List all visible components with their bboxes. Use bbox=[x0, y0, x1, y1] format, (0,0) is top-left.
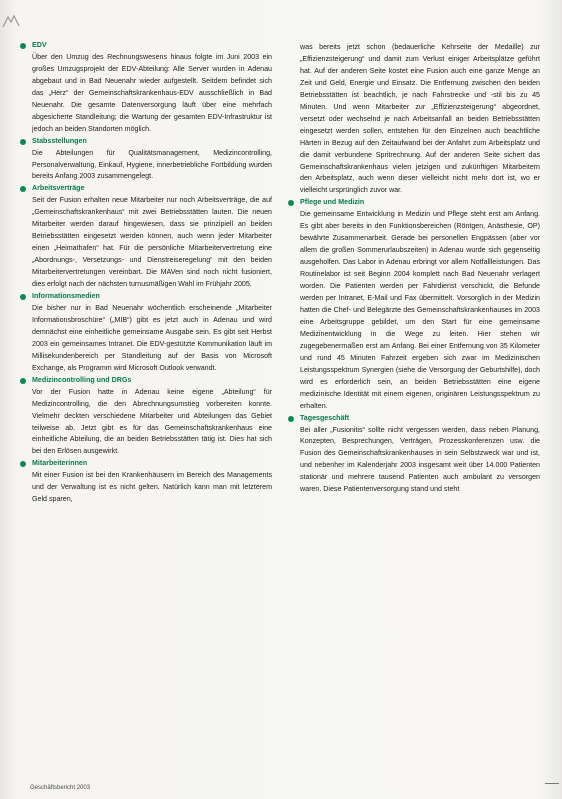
section-heading bbox=[20, 291, 272, 303]
section-stabsstellungen bbox=[32, 136, 272, 184]
bullet-icon bbox=[20, 378, 26, 384]
bullet-icon bbox=[288, 200, 294, 206]
right-column bbox=[300, 42, 540, 496]
section-heading bbox=[20, 40, 272, 52]
section-tagesgeschaeft bbox=[300, 413, 540, 497]
section-informationsmedien bbox=[32, 291, 272, 375]
section-heading-text: Medizincontrolling und DRGs bbox=[32, 375, 132, 384]
section-paragraph: Bei aller „Fusionitis“ sollte nicht vergessen werden, dass neben Planung, Konzepten, Besprechungen, Verträgen, Prozesskonferenzen usw. die Fusion des Gemeinschaftskrankenhauses in sein Selbstzweck war und ist, und nebenher im Kalenderjahr 2003 insgesamt weit über 14.000 Patienten stationär und mehrere tausend Patienten auch ambulant zu versorgen waren. Diese Patientenversorgung stand und steht bbox=[300, 425, 540, 494]
section-paragraph: Die Abteilungen für Qualitätsmanagement, Medizincontrolling, Personalverwaltung, Einkauf, Hygiene, innerbetriebliche Fortbildung wurden bereits Anfang 2003 zusammengelegt. bbox=[32, 148, 272, 181]
section-paragraph: Die bisher nur in Bad Neuenahr wöchentlich erscheinende „Mitarbeiter Informationsbroschüre“ („MIB“) gibt es jetzt auch in Adenau und wird demnächst eine einheitliche gemeinsame Ausgabe sein. Es gibt seit Herbst 2003 ein gemeinsames Intranet. Die EDV-gestützte Kommunikation läuft im Millisekundenbereich per Standleitung auf der Basis von Microsoft Exchange, als Programm wird Microsoft Outlook verwandt. bbox=[32, 303, 272, 372]
bullet-icon bbox=[20, 43, 26, 49]
section-heading bbox=[288, 413, 540, 425]
bullet-icon bbox=[20, 139, 26, 145]
section-mitarbeiterinnen bbox=[32, 458, 272, 506]
section-heading-text: Mitarbeiterinnen bbox=[32, 459, 88, 468]
bullet-icon bbox=[20, 294, 26, 300]
corner-scan-mark bbox=[2, 14, 20, 28]
section-heading bbox=[20, 458, 272, 470]
section-heading-text: Informationsmedien bbox=[32, 292, 100, 301]
section-paragraph: Die gemeinsame Entwicklung in Medizin und Pflege steht erst am Anfang. Es gibt aber bereits in den Funktionsbereichen (Röntgen, Anästhesie, OP) bewährte Zusammenarbeit. Gerade bei personellen Engpässen (aber vor allem die großen Sommerurlaubszeiten) in Adenau wurde sich gegenseitig ausgeholfen. Das Labor in Adenau erbringt vor allem Notfallleistungen. Das Routinelabor ist seit Beginn 2004 komplett nach Bad Neuenahr verlagert worden. Die Patienten werden per Fahrdienst verschickt, die Befunde werden per Intranet, E-Mail und Fax übermittelt. Vorsorglich in der Medizin hatten die Chef- und Belegärzte des Gemeinschaftskrankenhauses im 2003 eine Arbeitsgruppe gebildet, um den Start für eine gemeinsame Medizinentwicklung in die Wege zu leiten. Hier stehen wir zugegebenermaßen erst am Anfang. Bei einer Entfernung von 35 Kilometer und rund 45 Minuten Fahrzeit ergeben sich zwar im Medizinischen Leistungsspektrum Synergien (siehe die Versorgung der Geburtshilfe), doch wird es erforderlich sein, an beiden Betriebsstätten eine eigene medizinische Identität mit einem eigenen, originären Leistungsspektrum zu erhalten. bbox=[300, 210, 540, 410]
section-heading-text: Tagesgeschäft bbox=[300, 413, 350, 422]
edge-rule bbox=[545, 783, 559, 784]
section-heading bbox=[20, 183, 272, 195]
section-heading-text: Arbeitsverträge bbox=[32, 184, 85, 193]
section-arbeitsvertraege bbox=[32, 183, 272, 291]
section-paragraph: Mit einer Fusion ist bei den Krankenhäusern im Bereich des Managements und der Verwaltung ist es nicht gelten. Natürlich kann man mit letzterem Geld sparen, bbox=[32, 471, 272, 504]
section-continuation bbox=[300, 42, 540, 197]
section-heading-text: Pflege und Medizin bbox=[300, 198, 365, 207]
section-pflege-medizin bbox=[300, 197, 540, 412]
bullet-icon bbox=[20, 186, 26, 192]
section-edv bbox=[32, 40, 272, 136]
section-heading bbox=[20, 375, 272, 387]
section-heading bbox=[20, 136, 272, 148]
section-heading bbox=[288, 197, 540, 209]
section-medizincontrolling bbox=[32, 375, 272, 459]
left-column bbox=[32, 40, 272, 506]
section-paragraph: Seit der Fusion erhalten neue Mitarbeiter nur noch Arbeitsverträge, die auf „Gemeinschaftskrankenhaus“ mit zwei Betriebsstätten lauten. Die neuen Mitarbeiter werden darauf hingewiesen, dass sie prinzipiell an beiden Betriebsstätten eingesetzt werden können, auch wenn jeder Mitarbeiter einen „Heimathafen“ hat. Für die persönliche Mitarbeitervertretung eine „Abordnungs-, Versetzungs- und Dienstreiseregelung“ mit den beiden Mitarbeitervertretungen vereinbart. Die MAVen sind noch nicht fusioniert, dies erfolgt nach der nächsten turnusmäßigen Wahl im Frühjahr 2005. bbox=[32, 196, 272, 289]
bullet-icon bbox=[20, 461, 26, 467]
page-footer: Geschäftsbericht 2003 bbox=[30, 785, 91, 791]
section-paragraph: Vor der Fusion hatte in Adenau keine eigene „Abteilung“ für Medizincontrolling, die den Abrechnungsumstieg vorbereiten konnte. Vielmehr deckten verschiedene Mitarbeiter und Abteilungen das Gebiet teilweise ab. Jetzt gibt es für das Gemeinschaftskrankenhaus eine einheitliche Abteilung, die an beiden Betriebsstätten tätig ist. Dies hat sich bei den Erlösen ausgewirkt. bbox=[32, 387, 272, 456]
bullet-icon bbox=[288, 416, 294, 422]
section-heading-text: EDV bbox=[32, 41, 47, 49]
section-heading-text: Stabsstellungen bbox=[32, 136, 87, 145]
section-paragraph: was bereits jetzt schon (bedauerliche Kehrseite der Medaille) zur „Effizienzsteigerung“ und damit zum Verlust einiger Arbeitsplätze geführt hat. Auf der anderen Seite kostet eine Fusion auch eine ganze Menge an Zeit und Geld, Energie und Einsatz. Die Entfernung zwischen den beiden Betriebsstätten ist beachtlich, je nach Fahrstrecke und -stil bis zu 45 Minuten. Und wenn Mitarbeiter zur „Effizienzsteigerung“ abgeordnet, versetzt oder wechselnd je nach Arbeitsanfall an beiden Betriebsstätten eingesetzt werden sollen, entstehen für den Einzelnen auch beachtliche Härten in Bezug auf den Zeitaufwand bei der Anfahrt zum Arbeitsplatz und die damit verbundene Spritrechnung. Auf der anderen Seite sichert das Gemeinschaftskrankenhaus vielen jetzigen und zukünftigen Mitarbeitern den Arbeitsplatz, auch wenn dieser vielleicht nicht mehr dort ist, wo er vielleicht ursprünglich zuvor war. bbox=[300, 43, 540, 195]
section-paragraph: Über den Umzug des Rechnungswesens hinaus folgte im Juni 2003 ein großes Umzugsprojekt der EDV-Abteilung: Alle Server wurden in Adenau abgebaut und in Bad Neuenahr wieder aufgestellt. Seitdem befindet sich das „Herz“ der Gemeinschaftskrankenhaus-EDV ausschließlich in Bad Neuenahr. Die gesamte Datenversorgung läuft über eine mehrfach abgesicherte Standleitung; die Wartung der gesamten EDV-Infrastruktur ist jedoch an beiden Standorten möglich. bbox=[32, 52, 272, 133]
